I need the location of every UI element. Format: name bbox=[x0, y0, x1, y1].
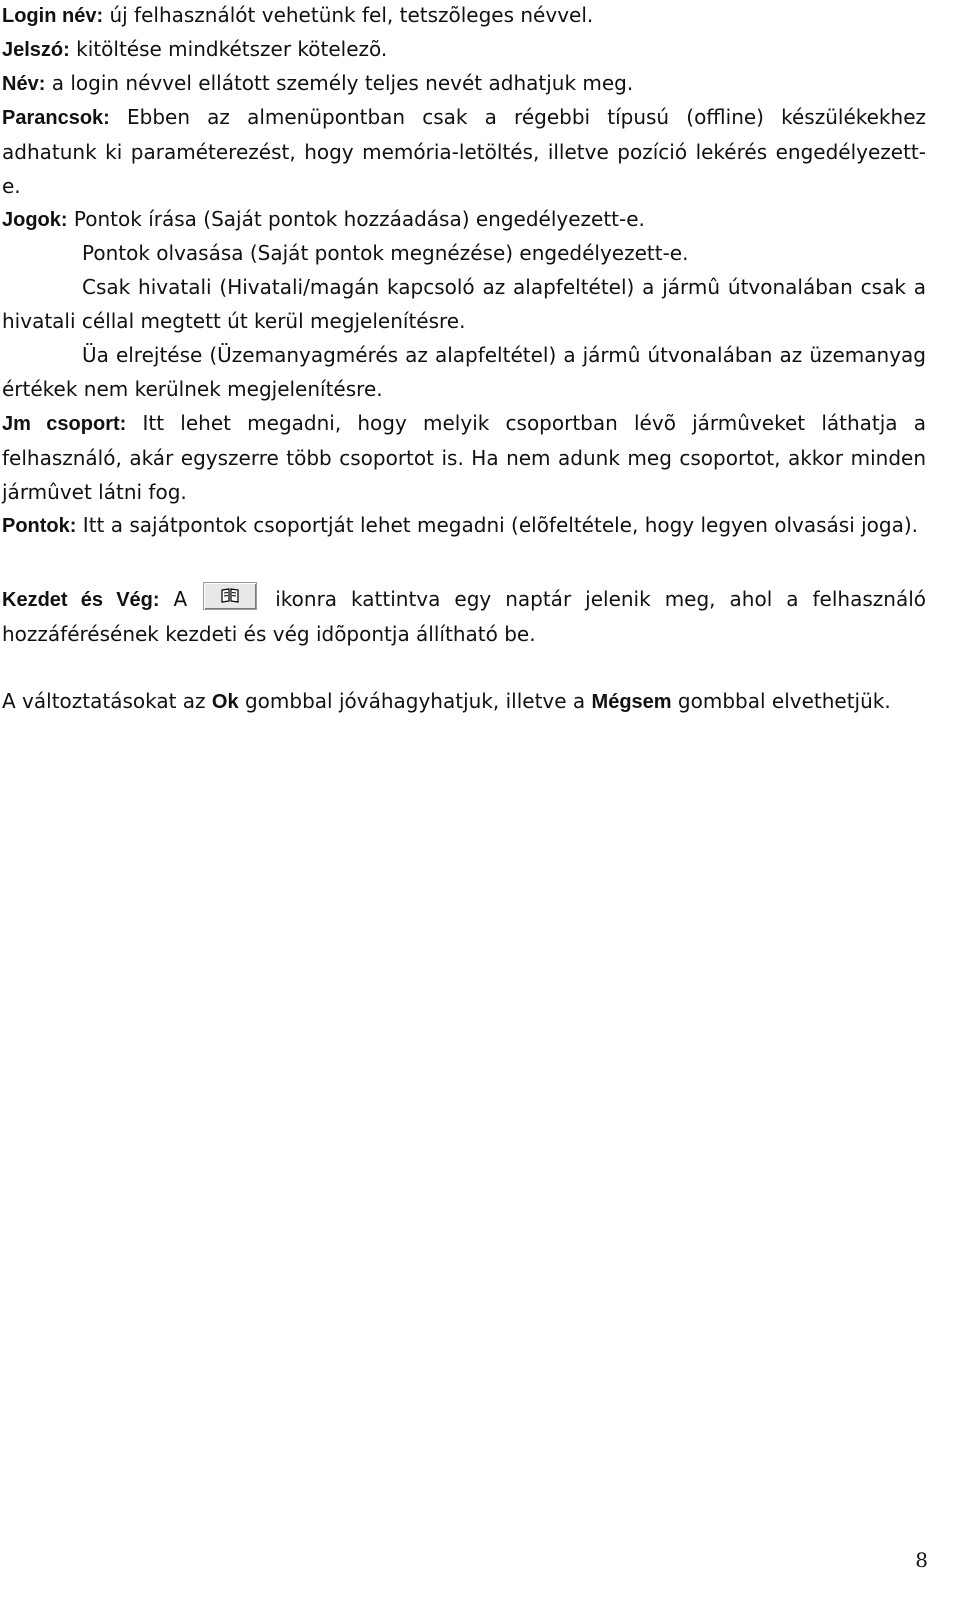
pontok-label: Pontok: bbox=[2, 515, 77, 537]
calendar-book-icon bbox=[203, 582, 257, 610]
login-nev-label: Login név: bbox=[2, 5, 104, 27]
login-nev-paragraph bbox=[2, 0, 926, 33]
jogok-paragraph bbox=[2, 202, 926, 237]
ua-elrejtese-paragraph bbox=[2, 338, 926, 406]
kezdet-veg-a: A bbox=[159, 587, 188, 611]
nev-label: Név: bbox=[2, 73, 46, 95]
csak-hivatali-paragraph bbox=[2, 270, 926, 338]
kezdet-veg-paragraph bbox=[2, 582, 926, 651]
nev-text: a login névvel ellátott személy teljes nevét adhatjuk meg. bbox=[45, 71, 634, 95]
parancsok-paragraph bbox=[2, 100, 926, 203]
jogok-text: Pontok írása (Saját pontok hozzáadása) engedélyezett-e. bbox=[67, 207, 645, 231]
jelszo-label: Jelszó: bbox=[2, 39, 70, 61]
pontok-text: Itt a sajátpontok csoportját lehet megadni (elõfeltétele, hogy legyen olvasási joga). bbox=[76, 513, 919, 537]
parancsok-text: Ebben az almenüpontban csak a régebbi típusú (offline) készülékekhez adhatunk ki paraméterezést, hogy memória-letöltés, illetve pozíció lekérés engedélyezett-e. bbox=[2, 105, 926, 198]
nev-paragraph bbox=[2, 66, 926, 101]
kezdet-veg-label: Kezdet és Vég: bbox=[2, 589, 160, 611]
pontok-paragraph bbox=[2, 508, 926, 543]
ok-label: Ok bbox=[211, 691, 239, 713]
pontok-olvasasa-text: Pontok olvasása (Saját pontok megnézése) engedélyezett-e. bbox=[82, 241, 689, 265]
page-number: 8 bbox=[915, 1548, 928, 1572]
jm-csoport-label: Jm csoport: bbox=[2, 413, 127, 435]
closing-paragraph bbox=[2, 684, 926, 719]
kezdet-veg-text: ikonra kattintva egy naptár jelenik meg, ahol a felhasználó hozzáférésének kezdeti és vég idõpontja állítható be. bbox=[2, 587, 926, 646]
pontok-olvasasa-paragraph bbox=[2, 236, 926, 270]
jm-csoport-text: Itt lehet megadni, hogy melyik csoportban lévõ jármûveket láthatja a felhasználó, akár egyszerre több csoportot is. Ha nem adunk meg csoportot, akkor minden jármûvet látni fog. bbox=[2, 411, 927, 504]
closing-part1: A változtatásokat az bbox=[2, 689, 212, 713]
ua-elrejtese-text: Üa elrejtése (Üzemanyagmérés az alapfeltétel) a jármû útvonalában az üzemanyag értékek nem kerülnek megjelenítésre. bbox=[2, 343, 926, 401]
login-nev-text: új felhasználót vehetünk fel, tetszõleges névvel. bbox=[103, 3, 594, 27]
jogok-label: Jogok: bbox=[2, 209, 68, 231]
closing-part2: gombbal jóváhagyhatjuk, illetve a bbox=[238, 689, 592, 713]
megsem-label: Mégsem bbox=[591, 691, 672, 713]
csak-hivatali-text: Csak hivatali (Hivatali/magán kapcsoló az alapfeltétel) a jármû útvonalában csak a hivatali céllal megtett út kerül megjelenítésre. bbox=[2, 275, 926, 333]
closing-part3: gombbal elvethetjük. bbox=[671, 689, 891, 713]
jelszo-text: kitöltése mindkétszer kötelezõ. bbox=[69, 37, 388, 61]
jelszo-paragraph bbox=[2, 32, 926, 67]
parancsok-label: Parancsok: bbox=[2, 107, 110, 129]
jm-csoport-paragraph bbox=[2, 406, 926, 509]
